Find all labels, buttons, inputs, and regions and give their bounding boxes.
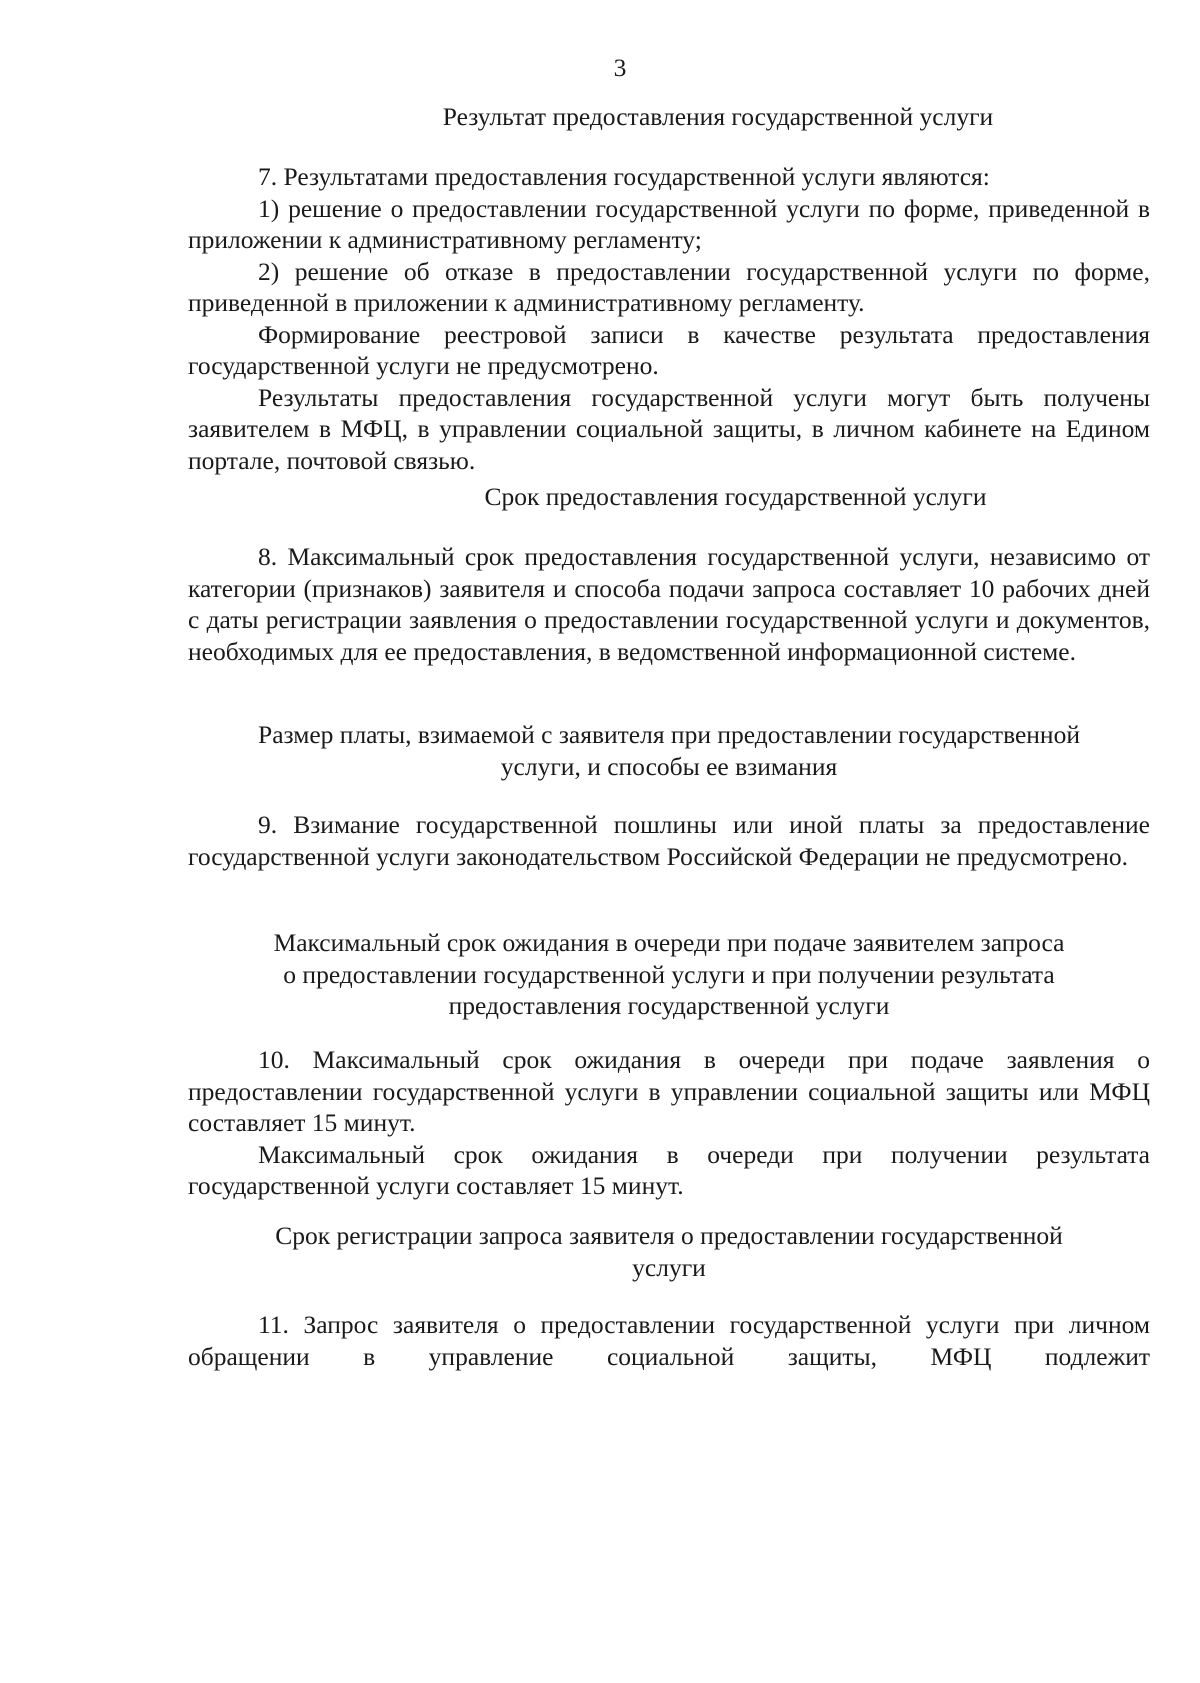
heading-line: Размер платы, взимаемой с заявителя при предоставлении государственной (258, 720, 1080, 749)
page-number: 3 (613, 53, 627, 82)
heading-line: услуги (632, 1252, 706, 1282)
heading-line: Максимальный срок ожидания в очереди при подаче заявителем запроса (273, 928, 1065, 957)
paragraph: 10. Максимальный срок ожидания в очереди при подаче заявления о предоставлении государственной услуги в управлении социальной защиты или МФЦ составляет 15 минут. (188, 1045, 1150, 1137)
section-body-result (188, 161, 1150, 476)
paragraph: 7. Результатами предоставления государственной услуги являются: (258, 162, 990, 191)
paragraph: 2) решение об отказе в предоставлении государственной услуги по форме, приведенной в приложении к административному регламенту. (188, 256, 1150, 317)
section-body-registration (188, 1309, 1150, 1372)
paragraph: Результаты предоставления государственной услуги могут быть получены заявителем в МФЦ, в управлении социальной защиты, в личном кабинете на Едином портале, почтовой связью. (188, 382, 1150, 475)
heading-line: о предоставлении государственной услуги и при получении результата (283, 959, 1055, 989)
section-heading-fee (188, 719, 1150, 782)
paragraph: Формирование реестровой записи в качестве результата предоставления государственной услуги не предусмотрено. (188, 319, 1150, 380)
paragraph: Максимальный срок ожидания в очереди при получении результата государственной услуги составляет 15 минут. (188, 1139, 1150, 1200)
paragraph: 1) решение о предоставлении государственной услуги по форме, приведенной в приложении к административному регламенту; (188, 193, 1150, 254)
paragraph: 8. Максимальный срок предоставления государственной услуги, независимо от категории (признаков) заявителя и способа подачи запроса составляет 10 рабочих дней с даты регистрации заявления о предоставлении государственной услуги и документов, необходимых для ее предоставления, в ведомственной информационной системе. (188, 542, 1150, 666)
heading-line: услуги, и способы ее взимания (500, 751, 838, 781)
section-heading-term: Срок предоставления государственной услуги (484, 482, 987, 511)
section-body-term (188, 541, 1150, 667)
section-heading-registration (188, 1220, 1150, 1283)
paragraph: 9. Взимание государственной пошлины или иной платы за предоставление государственной услуги законодательством Российской Федерации не предусмотрено. (188, 810, 1150, 871)
heading-line: Срок регистрации запроса заявителя о предоставлении государственной (275, 1221, 1063, 1250)
paragraph: 11. Запрос заявителя о предоставлении государственной услуги при личном обращении в управление социальной защиты, МФЦ подлежит (188, 1310, 1150, 1371)
heading-line: предоставления государственной услуги (448, 991, 890, 1020)
section-body-fee (188, 809, 1150, 872)
section-heading-queue (188, 927, 1150, 1022)
section-heading-result: Результат предоставления государственной услуги (442, 102, 994, 131)
section-body-queue (188, 1044, 1150, 1202)
